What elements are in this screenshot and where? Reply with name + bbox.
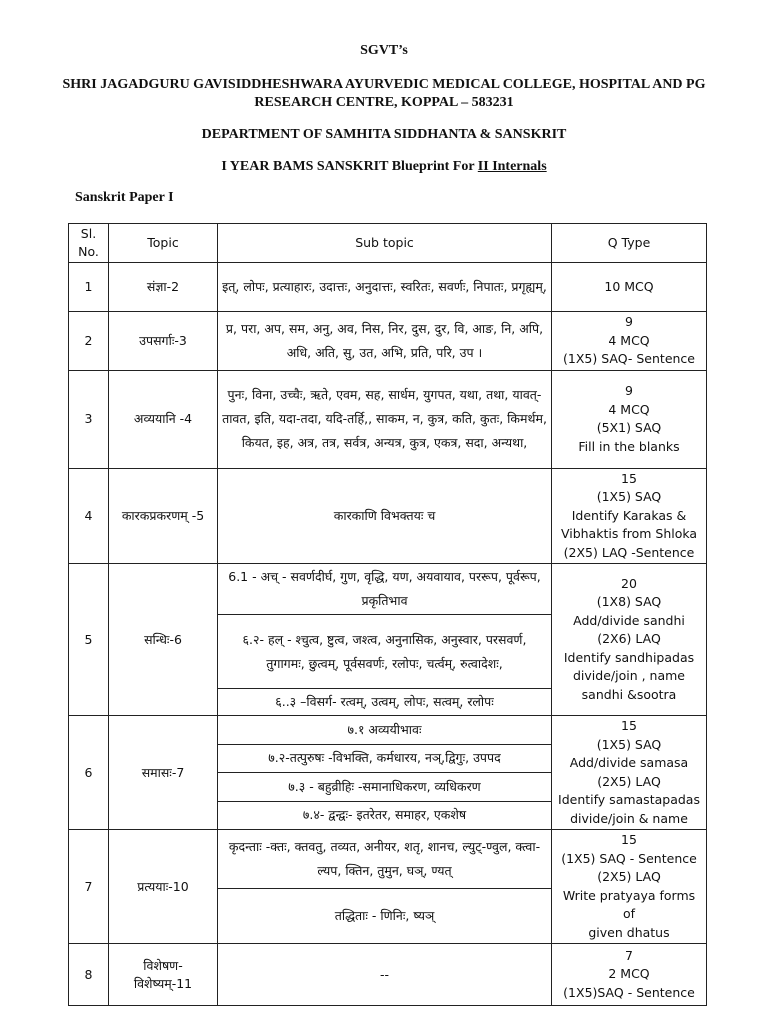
cell-qtype: 9 4 MCQ (5X1) SAQ Fill in the blanks	[552, 370, 707, 468]
cell-topic: कारकप्रकरणम् -5	[109, 468, 218, 564]
table-row	[69, 564, 707, 615]
blueprint-internals: II Internals	[477, 159, 547, 174]
department-title: DEPARTMENT OF SAMHITA SIDDHANTA & SANSKRIT	[201, 127, 567, 142]
cell-sl-no: 3	[69, 370, 109, 468]
cell-qtype: 10 MCQ	[552, 263, 707, 312]
cell-subtopic: ६..३ –विसर्ग- रत्वम्, उत्वम्, लोपः, सत्वम्, रलोपः	[218, 689, 552, 716]
college-name-line2: RESEARCH CENTRE, KOPPAL – 583231	[254, 95, 514, 110]
table-header-row	[69, 224, 707, 263]
cell-subtopic: पुनः, विना, उच्चैः, ऋते, एवम, सह, सार्धम, युगपत, यथा, तथा, यावत्-तावत, इति, यदा-तदा, यदि-तर्हि,, साकम, न, कुत्र, कति, कुतः, किमर्थम, कियत, इह, अत्र, तत्र, सर्वत्र, अन्यत्र, कुत्र, एकत्र, सदा, अन्यथा,	[218, 370, 552, 468]
cell-qtype: 20 (1X8) SAQ Add/divide sandhi (2X6) LAQ Identify sandhipadas divide/join , name sandhi &sootra	[552, 564, 707, 716]
cell-topic: अव्ययानि -4	[109, 370, 218, 468]
college-name-line1: SHRI JAGADGURU GAVISIDDHESHWARA AYURVEDIC MEDICAL COLLEGE, HOSPITAL AND PG	[62, 77, 706, 92]
cell-subtopic: ७.३ - बहुव्रीहिः -समानाधिकरण, व्यधिकरण	[218, 773, 552, 802]
cell-sl-no: 4	[69, 468, 109, 564]
cell-sl-no: 8	[69, 944, 109, 1006]
cell-qtype: 15 (1X5) SAQ - Sentence (2X5) LAQ Write pratyaya forms of given dhatus	[552, 830, 707, 944]
table-body	[69, 263, 707, 1006]
cell-topic: प्रत्ययाः-10	[109, 830, 218, 944]
cell-subtopic: कृदन्ताः -क्तः, क्तवतु, तव्यत, अनीयर, शतृ, शानच, ल्युट्-ण्वुल, क्त्वा-ल्यप, क्तिन, तुमुन, घञ्, ण्यत्	[218, 830, 552, 889]
table-row	[69, 312, 707, 371]
table-row	[69, 830, 707, 889]
cell-subtopic: ७.१ अव्ययीभावः	[218, 716, 552, 745]
cell-topic: समासः-7	[109, 716, 218, 830]
header-sl-no: Sl. No.	[69, 224, 109, 263]
cell-subtopic: ६.२- हल् - श्चुत्व, ष्टुत्व, जश्त्व, अनुनासिक, अनुस्वार, परसवर्ण, तुगागमः, छुत्वम्, पूर्वसवर्णः, रलोपः, चर्त्वम्, रुत्वादेशः,	[218, 615, 552, 689]
cell-subtopic: इत्, लोपः, प्रत्याहारः, उदात्तः, अनुदात्तः, स्वरितः, सवर्णः, निपातः, प्रगृह्यम्,	[218, 263, 552, 312]
cell-sl-no: 5	[69, 564, 109, 716]
header-subtopic: Sub topic	[218, 224, 552, 263]
blueprint-prefix: I YEAR BAMS SANSKRIT Blueprint For	[221, 159, 478, 174]
table-row	[69, 716, 707, 745]
cell-subtopic: --	[218, 944, 552, 1006]
table-row	[69, 370, 707, 468]
cell-topic: संज्ञा-2	[109, 263, 218, 312]
blueprint-title	[0, 158, 768, 176]
cell-topic: उपसर्गाः-3	[109, 312, 218, 371]
cell-subtopic: कारकाणि विभक्तयः च	[218, 468, 552, 564]
cell-qtype: 15 (1X5) SAQ Add/divide samasa (2X5) LAQ Identify samastapadas divide/join & name	[552, 716, 707, 830]
cell-subtopic: 6.1 - अच् - सवर्णदीर्घ, गुण, वृद्धि, यण, अयवायाव, पररूप, पूर्वरूप, प्रकृतिभाव	[218, 564, 552, 615]
cell-sl-no: 2	[69, 312, 109, 371]
cell-subtopic: तद्धिताः - णिनिः, ष्यञ्	[218, 888, 552, 943]
blueprint-table	[68, 223, 707, 1006]
cell-sl-no: 1	[69, 263, 109, 312]
cell-qtype: 7 2 MCQ (1X5)SAQ - Sentence	[552, 944, 707, 1006]
org-title: SGVT’s	[360, 43, 408, 58]
cell-qtype: 9 4 MCQ (1X5) SAQ- Sentence	[552, 312, 707, 371]
cell-topic: विशेषण- विशेष्यम्-11	[109, 944, 218, 1006]
cell-sl-no: 7	[69, 830, 109, 944]
table-row	[69, 944, 707, 1006]
header-qtype: Q Type	[552, 224, 707, 263]
paper-title: Sanskrit Paper I	[75, 190, 174, 205]
cell-subtopic: ७.२-तत्पुरुषः -विभक्ति, कर्मधारय, नञ्,द्विगुः, उपपद	[218, 744, 552, 773]
cell-subtopic: प्र, परा, अप, सम, अनु, अव, निस, निर, दुस, दुर, वि, आङ, नि, अपि, अधि, अति, सु, उत, अभि, प्रति, परि, उप ।	[218, 312, 552, 371]
cell-topic: सन्धिः-6	[109, 564, 218, 716]
cell-subtopic: ७.४- द्वन्द्वः- इतरेतर, समाहर, एकशेष	[218, 801, 552, 830]
cell-qtype: 15 (1X5) SAQ Identify Karakas & Vibhaktis from Shloka (2X5) LAQ -Sentence	[552, 468, 707, 564]
header-topic: Topic	[109, 224, 218, 263]
table-row	[69, 468, 707, 564]
cell-sl-no: 6	[69, 716, 109, 830]
table-row	[69, 263, 707, 312]
